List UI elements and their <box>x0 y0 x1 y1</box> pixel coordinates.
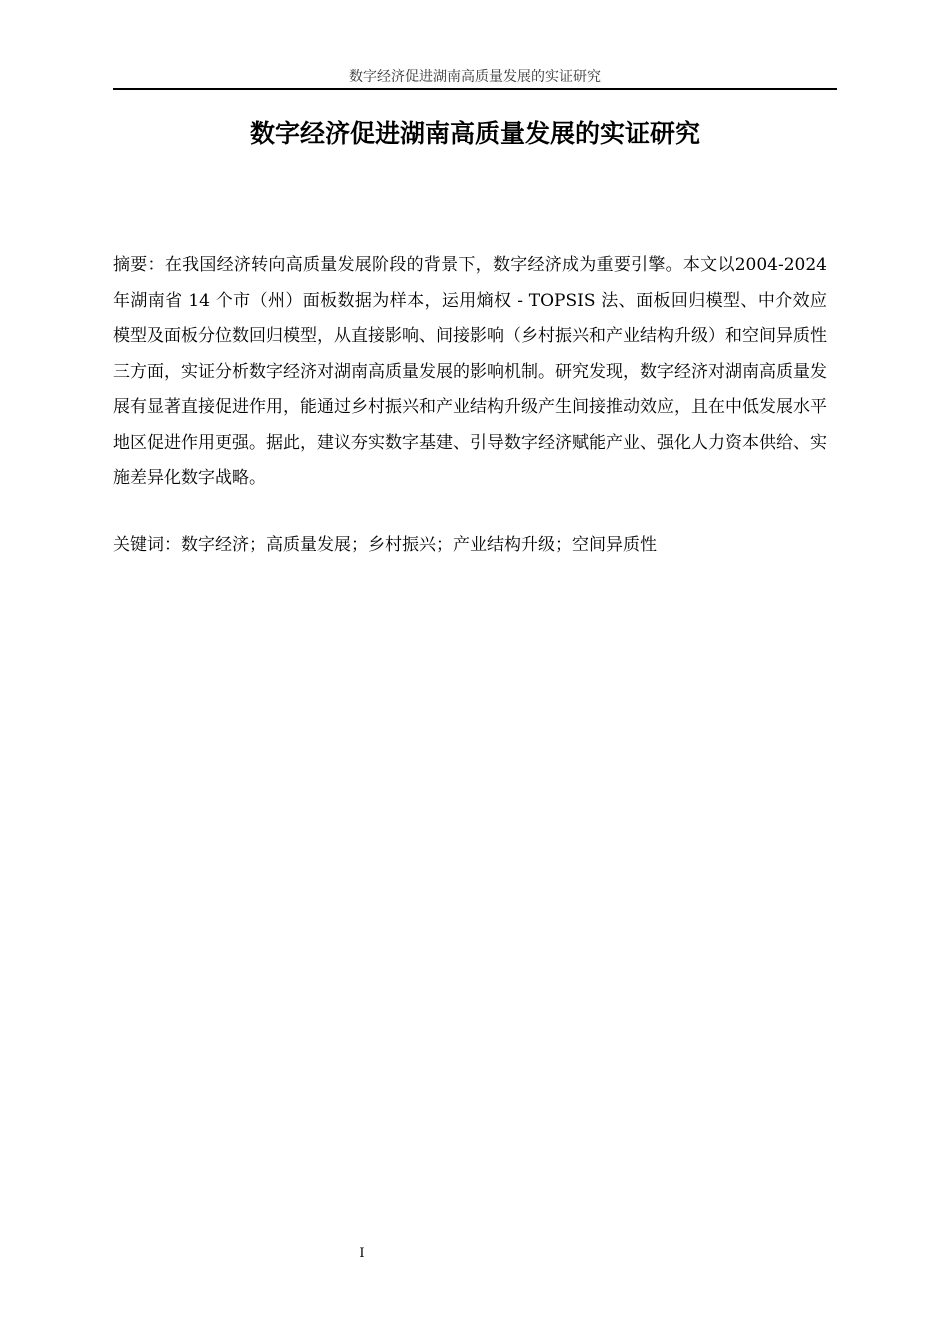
abstract-paragraph <box>113 248 827 497</box>
document-title: 数字经济促进湖南高质量发展的实证研究 <box>249 119 700 148</box>
keywords-line <box>113 528 827 563</box>
keywords-label: 关键词： <box>113 535 181 555</box>
running-header <box>113 66 837 90</box>
abstract-text: 在我国经济转向高质量发展阶段的背景下，数字经济成为重要引擎。本文以2004-2024 年湖南省 14 个市（州）面板数据为样本，运用熵权 - TOPSIS 法、面板回归模型、中介效应模型及面板分位数回归模型，从直接影响、间接影响（乡村振兴和产业结构升级）和空间异质性三方面，实证分析数字经济对湖南高质量发展的影响机制。研究发现，数字经济对湖南高质量发展有显著直接促进作用，能通过乡村振兴和产业结构升级产生间接推动效应，且在中低发展水平地区促进作用更强。据此，建议夯实数字基建、引导数字经济赋能产业、强化人力资本供给、实施差异化数字战略。 <box>113 255 827 488</box>
page-number: I <box>359 1246 365 1261</box>
keywords-text: 数字经济；高质量发展；乡村振兴；产业结构升级；空间异质性 <box>181 535 657 555</box>
running-header-title: 数字经济促进湖南高质量发展的实证研究 <box>349 69 601 85</box>
abstract-label: 摘要： <box>113 255 165 275</box>
